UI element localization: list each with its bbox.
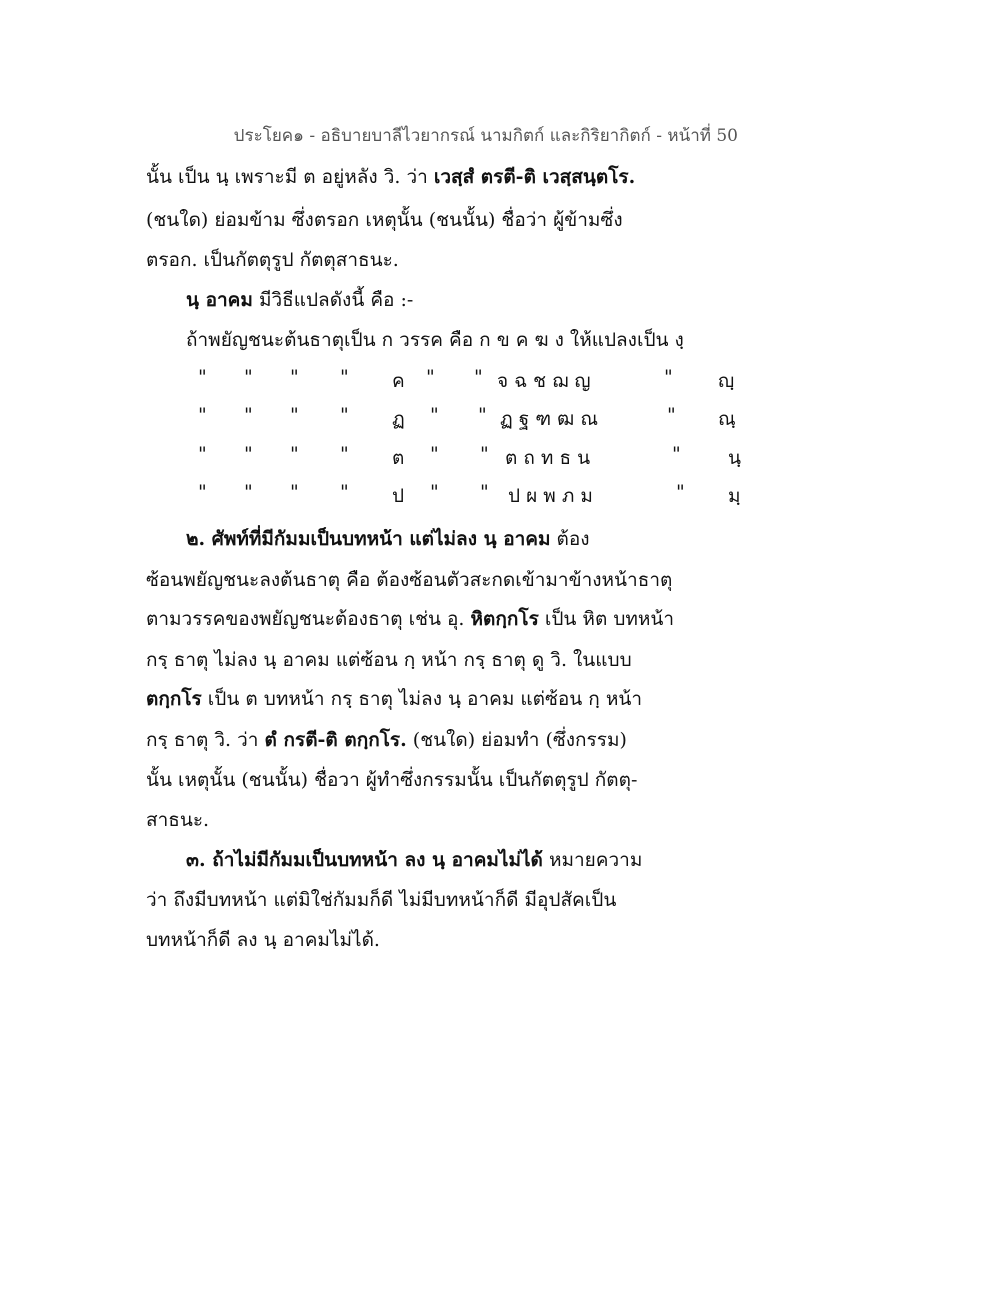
text-line (146, 162, 635, 192)
ditto-mark: " (480, 481, 489, 503)
consonant-group: ฏ ฐ ฑ ฒ ณ (500, 408, 598, 430)
bold-text: ตํ กรตี-ติ ตกฺกโร. (264, 729, 407, 751)
ditto-mark: " (474, 366, 483, 388)
ditto-mark: " (430, 443, 439, 465)
ditto-mark: " (672, 443, 681, 465)
ditto-mark: " (244, 404, 253, 426)
text-line: ตรอก. เป็นกัตตุรูป กัตตุสาธนะ. (146, 249, 399, 271)
ditto-mark: " (430, 404, 439, 426)
bold-text: นฺ อาคม (186, 289, 253, 311)
result-letter: มฺ (728, 485, 741, 507)
ditto-mark: " (426, 366, 435, 388)
varga-letter: ต (392, 447, 405, 469)
ditto-mark: " (290, 443, 299, 465)
consonant-group: จ ฉ ช ฌ ญ (497, 370, 591, 392)
text-span: เป็น หิต บทหน้า (538, 608, 675, 630)
ditto-mark: " (244, 443, 253, 465)
consonant-group: ต ถ ท ธ น (505, 447, 591, 469)
varga-letter: ฏ (392, 408, 405, 430)
text-line: นั้น เหตุนั้น (ชนนั้น) ชื่อวา ผู้ทำซึ่งกรรมนั้น เป็นกัตตุรูป กัตตุ- (146, 769, 638, 791)
text-line: ถ้าพยัญชนะต้นธาตุเป็น ก วรรค คือ ก ข ค ฆ ง ให้แปลงเป็น งฺ (186, 329, 684, 351)
ditto-mark: " (478, 404, 487, 426)
ditto-mark: " (290, 404, 299, 426)
bold-text: ๓. ถ้าไม่มีกัมมเป็นบทหน้า ลง นฺ อาคมไม่ได้ (186, 849, 543, 871)
text-line (186, 524, 590, 554)
result-letter: นฺ (728, 447, 741, 469)
text-line (186, 845, 642, 875)
ditto-mark: " (198, 481, 207, 503)
text-line: สาธนะ. (146, 809, 210, 831)
ditto-mark: " (340, 366, 349, 388)
ditto-mark: " (290, 366, 299, 388)
text-line: ซ้อนพยัญชนะลงต้นธาตุ คือ ต้องซ้อนตัวสะกดเข้ามาข้างหน้าธาตุ (146, 569, 673, 591)
ditto-mark: " (340, 481, 349, 503)
ditto-mark: " (430, 481, 439, 503)
text-span: ต้อง (550, 528, 590, 550)
text-line: ว่า ถึงมีบทหน้า แต่มิใช่กัมมก็ดี ไม่มีบทหน้าก็ดี มีอุปสัคเป็น (146, 889, 617, 911)
ditto-mark: " (244, 366, 253, 388)
ditto-mark: " (340, 404, 349, 426)
ditto-mark: " (244, 481, 253, 503)
text-line: (ชนใด) ย่อมข้าม ซึ่งตรอก เหตุนั้น (ชนนั้น) ชื่อว่า ผู้ข้ามซึ่ง (146, 209, 623, 231)
result-letter: ญฺ (718, 370, 735, 392)
text-line (146, 725, 627, 755)
consonant-group: ป ผ พ ภ ม (508, 485, 593, 507)
bold-text: เวสฺสํ ตรตี-ติ เวสฺสนฺตโร. (433, 166, 636, 188)
text-span: ตามวรรคของพยัญชนะต้องธาตุ เช่น อุ. (146, 608, 471, 630)
text-span: มีวิธีแปลดังนี้ คือ :- (252, 289, 414, 311)
text-line: บทหน้าก็ดี ลง นฺ อาคมไม่ได้. (146, 929, 380, 951)
ditto-mark: " (198, 404, 207, 426)
text-span: (ชนใด) ย่อมทำ (ซึ่งกรรม) (406, 729, 627, 751)
ditto-mark: " (676, 481, 685, 503)
ditto-mark: " (198, 443, 207, 465)
bold-text: ๒. ศัพท์ที่มีกัมมเป็นบทหน้า แต่ไม่ลง นฺ อาคม (186, 528, 551, 550)
page-header: ประโยค๑ - อธิบายบาลีไวยากรณ์ นามกิตก์ และกิริยากิตก์ - หน้าที่ 50 (233, 126, 738, 146)
varga-letter: ค (392, 370, 405, 392)
ditto-mark: " (667, 404, 676, 426)
ditto-mark: " (340, 443, 349, 465)
text-span: หมายความ (542, 849, 643, 871)
text-span: นั้น เป็น นฺ เพราะมี ต อยู่หลัง วิ. ว่า (146, 166, 434, 188)
text-span: กรฺ ธาตุ วิ. ว่า (146, 729, 265, 751)
bold-text: ตกฺกโร (146, 688, 202, 710)
text-line (186, 285, 413, 315)
text-span: เป็น ต บทหน้า กรฺ ธาตุ ไม่ลง นฺ อาคม แต่ซ้อน กฺ หน้า (201, 688, 643, 710)
ditto-mark: " (664, 366, 673, 388)
ditto-mark: " (480, 443, 489, 465)
ditto-mark: " (290, 481, 299, 503)
bold-text: หิตกฺกโร (470, 608, 539, 630)
varga-letter: ป (392, 485, 405, 507)
result-letter: ณฺ (718, 408, 736, 430)
text-line: กรฺ ธาตุ ไม่ลง นฺ อาคม แต่ซ้อน กฺ หน้า กรฺ ธาตุ ดู วิ. ในแบบ (146, 649, 632, 671)
text-line (146, 604, 674, 634)
ditto-mark: " (198, 366, 207, 388)
text-line (146, 684, 642, 714)
